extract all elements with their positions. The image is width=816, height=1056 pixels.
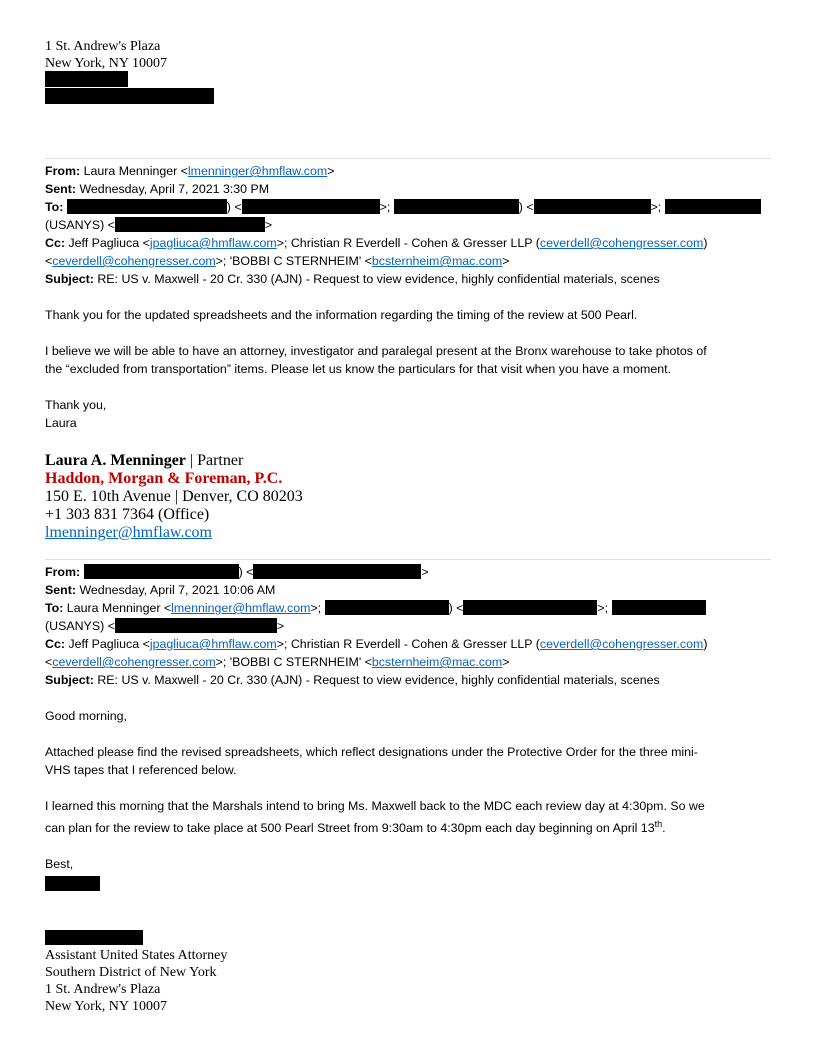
cc-email-link[interactable]: bcsternheim@mac.com	[371, 254, 503, 268]
bottom-signature-title: Assistant United States Attorney	[45, 948, 228, 963]
redaction-bar	[534, 199, 651, 214]
signature-title: | Partner	[185, 452, 244, 469]
email-separator	[45, 158, 771, 159]
bracket: )	[703, 236, 708, 250]
cc-label: Cc:	[45, 637, 65, 651]
bracket: >	[421, 565, 429, 579]
redaction-bar	[394, 199, 519, 214]
redaction-bar	[115, 618, 277, 633]
from-name: Laura Menninger <	[83, 164, 188, 178]
from-label: From:	[45, 164, 81, 178]
to-email-link[interactable]: lmenninger@hmflaw.com	[171, 601, 311, 615]
email1-sent-line	[45, 180, 269, 198]
email2-cc-line2	[45, 653, 509, 671]
to-usanys: (USANYS) <	[45, 218, 115, 232]
bracket: <	[45, 655, 53, 669]
separator: ) <	[448, 601, 464, 615]
body-text: can plan for the review to take place at 500 Pearl Street from 9:30am to 4:30pm each day beginning on April 13	[45, 821, 655, 835]
ordinal-suffix: th	[654, 818, 663, 829]
redaction-bar	[242, 199, 380, 214]
signature-email-line	[45, 524, 212, 542]
redaction-bar	[45, 71, 128, 87]
email1-closing-name: Laura	[45, 416, 77, 430]
to-name: Laura Menninger <	[66, 601, 172, 615]
from-email-link[interactable]: lmenninger@hmflaw.com	[187, 164, 328, 178]
cc-name: Jeff Pagliuca <	[68, 236, 150, 250]
signature-phone: +1 303 831 7364 (Office)	[45, 506, 210, 523]
cc-name: Jeff Pagliuca <	[68, 637, 150, 651]
to-label: To:	[45, 200, 64, 214]
email2-to-line2	[45, 617, 284, 635]
subject-value: RE: US v. Maxwell - 20 Cr. 330 (AJN) - Request to view evidence, highly confidential materials, scenes	[97, 673, 660, 687]
separator: >;	[310, 601, 322, 615]
separator: >;	[379, 200, 391, 214]
body-text: .	[662, 821, 666, 835]
email1-from-line	[45, 162, 334, 180]
email1-to-line2	[45, 216, 272, 234]
email1-closing: Thank you,	[45, 398, 107, 412]
bracket: >	[264, 218, 273, 232]
email2-greeting: Good morning,	[45, 709, 127, 723]
email2-to-line	[45, 599, 706, 617]
from-label: From:	[45, 565, 81, 579]
email-separator	[45, 559, 771, 560]
bracket: >	[327, 164, 335, 178]
email1-body-paragraph: Thank you for the updated spreadsheets and the information regarding the timing of the review at 500 Pearl.	[45, 308, 638, 322]
email2-body-paragraph: I learned this morning that the Marshals intend to bring Ms. Maxwell back to the MDC each review day at 4:30pm. So we	[45, 799, 705, 813]
sent-value: Wednesday, April 7, 2021 3:30 PM	[79, 182, 270, 196]
bracket: >	[502, 254, 510, 268]
email2-body-paragraph-line	[45, 819, 666, 837]
redaction-bar	[325, 600, 449, 615]
redaction-bar	[253, 564, 421, 579]
email2-subject-line	[45, 671, 660, 689]
redaction-bar	[463, 600, 597, 615]
signature-firm: Haddon, Morgan & Foreman, P.C.	[45, 470, 283, 487]
email1-cc-line	[45, 234, 707, 252]
bracket: )	[703, 637, 708, 651]
cc-label: Cc:	[45, 236, 65, 250]
cc-email-link[interactable]: jpagliuca@hmflaw.com	[149, 637, 277, 651]
separator: ) <	[518, 200, 534, 214]
sent-label: Sent:	[45, 182, 76, 196]
redaction-bar	[115, 217, 265, 232]
redaction-bar	[612, 600, 706, 615]
cc-email-link[interactable]: bcsternheim@mac.com	[371, 655, 503, 669]
signature-address: 150 E. 10th Avenue | Denver, CO 80203	[45, 488, 303, 505]
signature-name-line	[45, 452, 243, 470]
cc-name: >; Christian R Everdell - Cohen & Gresser LLP (	[276, 637, 540, 651]
email1-subject-line	[45, 270, 660, 288]
email1-to-line	[45, 198, 761, 216]
redaction-bar	[67, 199, 227, 214]
cc-email-link[interactable]: jpagliuca@hmflaw.com	[149, 236, 277, 250]
subject-label: Subject:	[45, 272, 94, 286]
cc-name: >; 'BOBBI C STERNHEIM' <	[215, 254, 372, 268]
redaction-bar	[84, 564, 239, 579]
bracket: >	[502, 655, 510, 669]
sent-label: Sent:	[45, 583, 76, 597]
email1-body-paragraph: the “excluded from transportation” items. Please let us know the particulars for that visit when you have a moment.	[45, 362, 672, 376]
cc-email-link[interactable]: ceverdell@cohengresser.com	[539, 236, 704, 250]
separator: ) <	[238, 565, 254, 579]
bottom-signature-address-line1: 1 St. Andrew's Plaza	[45, 982, 161, 997]
email2-body-paragraph: Attached please find the revised spreadsheets, which reflect designations under the Protective Order for the three mini-	[45, 745, 698, 759]
bracket: <	[45, 254, 53, 268]
cc-email-link[interactable]: ceverdell@cohengresser.com	[539, 637, 704, 651]
email2-sent-line	[45, 581, 275, 599]
separator: >;	[597, 601, 609, 615]
cc-name: >; Christian R Everdell - Cohen & Gresser LLP (	[276, 236, 540, 250]
email2-closing: Best,	[45, 857, 74, 871]
cc-email-link[interactable]: ceverdell@cohengresser.com	[52, 254, 216, 268]
top-address-line2: New York, NY 10007	[45, 56, 167, 71]
bracket: >	[276, 619, 285, 633]
signature-email-link[interactable]: lmenninger@hmflaw.com	[45, 524, 212, 541]
redaction-bar	[45, 88, 214, 104]
subject-label: Subject:	[45, 673, 94, 687]
email2-body-paragraph: VHS tapes that I referenced below.	[45, 763, 237, 777]
email2-cc-line	[45, 635, 707, 653]
sent-value: Wednesday, April 7, 2021 10:06 AM	[79, 583, 276, 597]
cc-email-link[interactable]: ceverdell@cohengresser.com	[52, 655, 216, 669]
separator: >;	[650, 200, 662, 214]
redaction-bar	[665, 199, 761, 214]
subject-value: RE: US v. Maxwell - 20 Cr. 330 (AJN) - Request to view evidence, highly confidential materials, scenes	[97, 272, 660, 286]
bottom-signature-district: Southern District of New York	[45, 965, 217, 980]
bottom-signature-address-line2: New York, NY 10007	[45, 999, 167, 1014]
signature-name: Laura A. Menninger	[45, 452, 186, 469]
email1-body-paragraph: I believe we will be able to have an attorney, investigator and paralegal present at the Bronx warehouse to take photos of	[45, 344, 707, 358]
email1-cc-line2	[45, 252, 509, 270]
to-usanys: (USANYS) <	[45, 619, 115, 633]
redaction-bar	[45, 876, 100, 891]
email2-from-line	[45, 563, 429, 581]
redaction-bar	[45, 930, 143, 945]
separator: ) <	[226, 200, 242, 214]
top-address-line1: 1 St. Andrew's Plaza	[45, 39, 161, 54]
cc-name: >; 'BOBBI C STERNHEIM' <	[215, 655, 372, 669]
to-label: To:	[45, 601, 64, 615]
